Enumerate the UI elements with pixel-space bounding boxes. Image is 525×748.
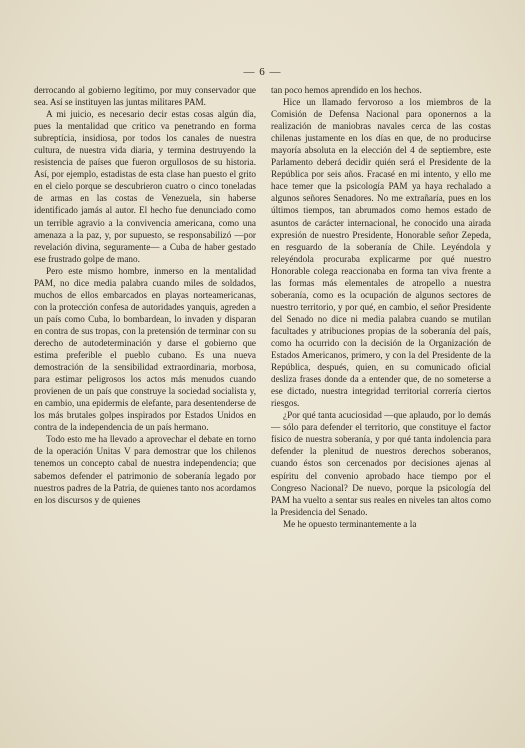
paragraph: Hice un llamado fervoroso a los miembros de la Comisión de Defensa Nacional para oponernos a la realización de maniobras navales cerca de las costas chilenas justamente en los días en que, de no producirse mayoría absoluta en la elección del 4 de septiembre, este Parlamento deberá decidir quién será el Presidente de la República por seis años. Fracasé en mi intento, y ello me hace temer que la psicología PAM ya haya rechalado a algunos señores Senadores. No me extrañaría, pues en los últimos tiempos, tan abrumados como hemos estado de asuntos de carácter internacional, he conocido una airada expresión de nuestro Presidente, Honorable señor Zepeda, en resguardo de la soberanía de Chile. Leyéndola y releyéndola procuraba explicarme por qué nuestro Honorable colega reaccionaba en forma tan viva frente a las formas más elementales de atropello a nuestra soberanía, como es la ocupación de algunos sectores de nuestro territorio, y por qué, en cambio, el señor Presidente del Senado no dice ni media palabra cuando se mutilan facultades y atribuciones propias de la soberanía del país, como ha ocurrido con la decisión de la Organización de Estados Americanos, primero, y con la del Presidente de la República, después, quien, en su comunicado oficial desliza frases donde da a entender que, de no someterse a ese dictado, nuestra integridad territorial correría ciertos riesgos.: [271, 97, 491, 409]
left-text-column: [34, 84, 256, 506]
paragraph: tan poco hemos aprendido en los hechos.: [271, 85, 422, 95]
paragraph: A mi juicio, es necesario decir estas cosas algún día, pues la mentalidad que critico va penetrando en forma subreptícia, insidiosa, por todos los canales de nuestra cultura, de nuestra vida diaria, y termina destruyendo la resistencia de países que fueron orgullosos de su historia. Así, por ejemplo, estadistas de esta clase han puesto el grito en el cielo porque se descubrieron cuatro o cinco toneladas de armas en las costas de Venezuela, sin haberse identificado jamás al autor. El hecho fue denunciado como un terrible agravio a la convivencia americana, como una amenaza a la paz, y, por supuesto, se responsabilizó —por revelación divina, seguramente— a Cuba de haber gestado ese frustrado golpe de mano.: [34, 109, 256, 264]
paragraph: Todo esto me ha llevado a aprovechar el debate en torno de la operación Unitas V para demostrar que los chilenos tenemos un concepto cabal de nuestra independencia; que sabemos defender el patrimonio de soberanía legado por nuestros padres de la Patria, de quienes tanto nos acordamos en los discursos y de quienes: [34, 434, 256, 505]
right-text-column: [271, 84, 491, 530]
paragraph: Pero este mismo hombre, inmerso en la mentalidad PAM, no dice media palabra cuando miles de soldados, muchos de ellos embarcados en playas norteamericanas, con la protección confesa de autoridades yanquis, agreden a un país como Cuba, lo bombardean, lo invaden y disparan en contra de sus tropas, con la pretensión de terminar con su derecho de autodeterminación y darse el gobierno que estima preferible el pueblo cubano. Es una nueva demostración de la sensibilidad extraordinaria, morbosa, para estimar peligrosos los actos más menudos cuando provienen de un país que construye la sociedad socialista y, en cambio, una epidermis de elefante, para desentenderse de los más brutales golpes inspirados por Estados Unidos en contra de la independencia de un país hermano.: [34, 265, 256, 433]
paragraph: derrocando al gobierno legítimo, por muy conservador que sea. Así se instituyen las juntas militares PAM.: [34, 85, 256, 108]
paragraph: ¿Por qué tanta acuciosidad —que aplaudo, por lo demás— sólo para defender el territorio, que constituye el factor físico de nuestra soberanía, y por qué tanta indolencia para defender la plenitud de nuestros derechos soberanos, cuando éstos son cercenados por decisiones ajenas al espíritu del convenio aprobado hace tiempo por el Congreso Nacional? De nuevo, porque la psicología del PAM ha vuelto a sentar sus reales en niveles tan altos como la Presidencia del Senado.: [271, 410, 491, 517]
page-number: — 6 —: [243, 66, 282, 78]
paragraph: Me he opuesto terminantemente a la: [283, 518, 417, 529]
